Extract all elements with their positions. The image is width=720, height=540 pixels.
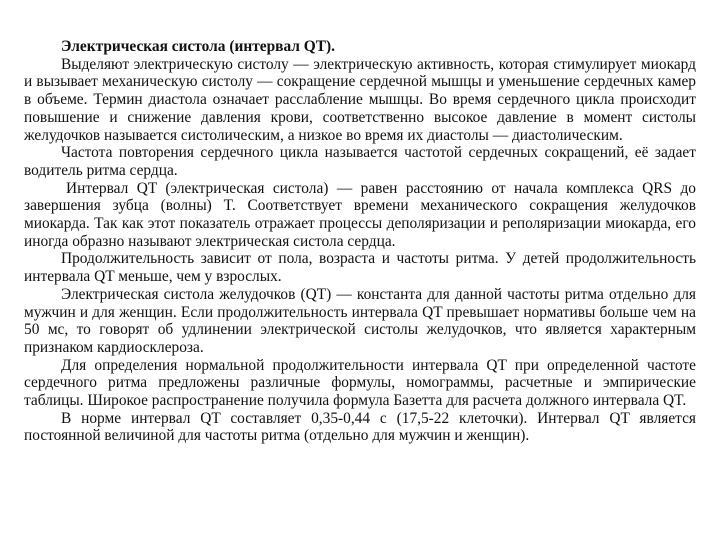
paragraph-heart-rate: Частота повторения сердечного цикла называется частотой сердечных сокращений, её задает водитель ритма сердца. — [24, 144, 696, 179]
document-title: Электрическая систола (интервал QT). — [61, 38, 335, 55]
paragraph-qt-interval: Интервал QT (электрическая систола) — равен расстоянию от начала комплекса QRS до завершения зубца (волны) T. Соответствует времени механического сокращения желудочков миокарда. Так как этот показатель отражает процессы деполяризации и реполяризации миокарда, его иногда образно называют электрическая систола сердца. — [24, 179, 696, 250]
paragraph-formulas: Для определения нормальной продолжительности интервала QT при определенной частоте сердечного ритма предложены различные формулы, номограммы, расчетные и эмпирические таблицы. Широкое распространение получила формула Базетта для расчета должного интервала QT. — [24, 356, 696, 410]
paragraph-norm: В норме интервал QT составляет 0,35-0,44 с (17,5-22 клеточки). Интервал QT является постоянной величиной для частоты ритма (отдельно для мужчин и женщин). — [24, 409, 696, 445]
paragraph-qt-constant: Электрическая систола желудочков (QT) — константа для данной частоты ритма отдельно для мужчин и для женщин. Если продолжительность интервала QT превышает нормативы больше чем на 50 мс, то говорят об удлинении электрической систолы желудочков, что является характерным признаком кардиосклероза. — [24, 285, 696, 356]
document-body — [24, 38, 696, 445]
paragraph-duration: Продолжительность зависит от пола, возраста и частоты ритма. У детей продолжительность интервала QT меньше, чем у взрослых. — [24, 250, 696, 286]
paragraph-electrical-systole: Выделяют электрическую систолу — электрическую активность, которая стимулирует миокард и вызывает механическую систолу — сокращение сердечной мышцы и уменьшение сердечных камер в объеме. Термин диастола означает расслабление мышцы. Во время сердечного цикла происходит повышение и снижение давления крови, соответственно высокое давление в момент систолы желудочков называется систолическим, а низкое во время их диастолы — диастолическим. — [24, 55, 696, 144]
